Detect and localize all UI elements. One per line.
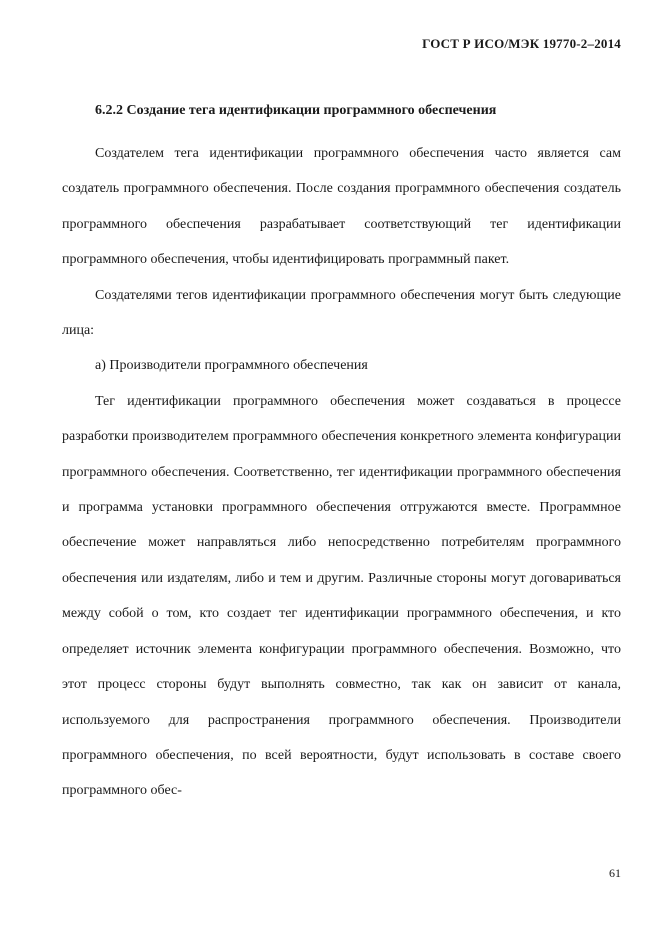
body-text xyxy=(62,136,621,809)
section-heading: 6.2.2 Создание тега идентификации программного обеспечения xyxy=(95,103,497,118)
page-number: 61 xyxy=(609,866,621,880)
paragraph-creators: Создателями тегов идентификации программного обеспечения могут быть следующие лица: xyxy=(62,287,621,339)
paragraph-intro: Создателем тега идентификации программного обеспечения часто является сам создатель программного обеспечения. После создания программного обеспечения создатель программного обеспечения разрабатывает соответствующий тег идентификации программного обеспечения, чтобы идентифицировать программный пакет. xyxy=(62,146,621,268)
standard-header: ГОСТ Р ИСО/МЭК 19770-2–2014 xyxy=(422,36,621,51)
paragraph-manufacturers: Тег идентификации программного обеспечения может создаваться в процессе разработки производителем программного обеспечения конкретного элемента конфигурации программного обеспечения. Соответственно, тег идентификации программного обеспечения и программа установки программного обеспечения отгружаются вместе. Программное обеспечение может направляться либо непосредственно потребителям программного обеспечения или издателям, либо и тем и другим. Различные стороны могут договариваться между собой о том, кто создает тег идентификации программного обеспечения, и кто определяет источник элемента конфигурации программного обеспечения. Возможно, что этот процесс стороны будут выполнять совместно, так как он зависит от канала, используемого для распространения программного обеспечения. Производители программного обеспечения, по всей вероятности, будут использовать в составе своего программного обес- xyxy=(62,393,621,799)
list-item-a: а) Производители программного обеспечения xyxy=(95,358,368,374)
